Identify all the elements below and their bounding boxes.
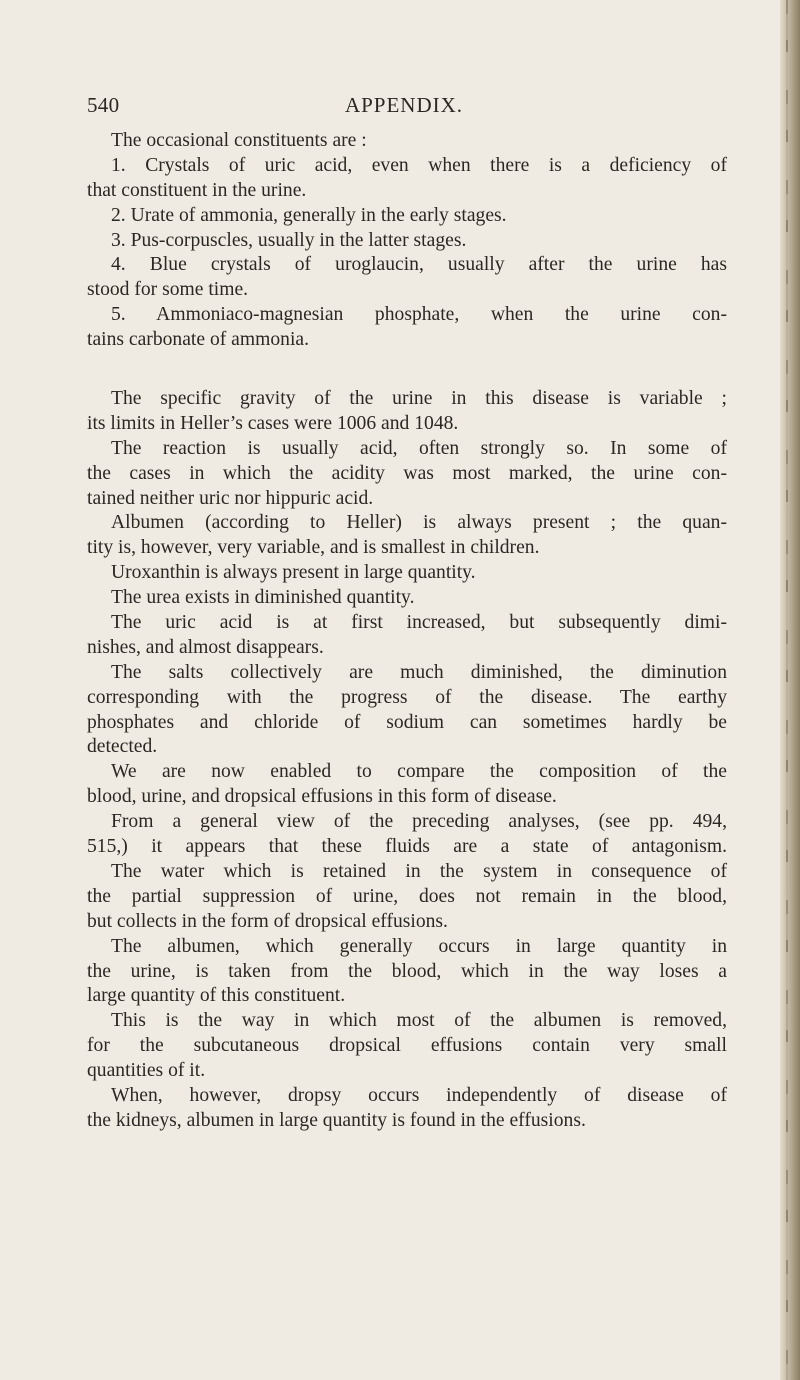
page-number: 540 [87,93,120,117]
running-head: APPENDIX. [344,93,464,117]
text-line: tained neither uric nor hippuric acid. [87,487,374,509]
text-line: The specific gravity of the urine in this disease is variable ; [111,388,727,410]
section-gap [87,353,727,387]
page-header [87,93,721,123]
text-line: corresponding with the progress of the disease. The earthy [87,686,727,708]
text-line: large quantity of this constituent. [87,985,346,1007]
text-line: We are now enabled to compare the composition of the [111,761,727,783]
text-line: 2. Urate of ammonia, generally in the early stages. [111,204,507,226]
paragraph [87,611,727,661]
text-line: 4. Blue crystals of uroglaucin, usually after the urine has [111,254,727,276]
paragraph [87,810,727,860]
paragraph [87,935,727,1010]
text-line: Albumen (according to Heller) is always present ; the quan- [111,512,727,534]
text-line: From a general view of the preceding analyses, (see pp. 494, [111,811,727,833]
text-line: The uric acid is at first increased, but subsequently dimi- [111,612,727,634]
text-line: that constituent in the urine. [87,179,307,201]
list-item [87,229,727,254]
intro-line: The occasional constituents are : [111,130,367,151]
list-item [87,303,727,353]
text-line: When, however, dropsy occurs independently of disease of [111,1084,727,1106]
text-line: The urea exists in diminished quantity. [111,587,415,609]
text-line: The salts collectively are much diminished, the diminution [111,661,727,683]
text-line: for the subcutaneous dropsical effusions contain very small [87,1035,727,1057]
paragraph [87,561,727,586]
page-edge-shadow [780,0,800,1380]
paragraph [87,860,727,935]
page-body [87,129,727,1134]
text-line: the partial suppression of urine, does not remain in the blood, [87,885,727,907]
text-line: detected. [87,736,158,758]
text-line: quantities of it. [87,1060,206,1082]
text-line: 515,) it appears that these fluids are a state of antagonism. [87,836,727,858]
text-line: its limits in Heller’s cases were 1006 and 1048. [87,412,459,434]
text-line: the cases in which the acidity was most marked, the urine con- [87,462,727,484]
text-line: The water which is retained in the system in consequence of [111,860,727,882]
text-line: nishes, and almost disappears. [87,636,324,658]
text-line: the kidneys, albumen in large quantity is found in the effusions. [87,1109,586,1131]
text-line: the urine, is taken from the blood, which in the way loses a [87,960,727,982]
list-item [87,154,727,204]
text-line: 5. Ammoniaco-magnesian phosphate, when the urine con- [111,304,727,326]
list-item [87,204,727,229]
text-line: 3. Pus-corpuscles, usually in the latter stages. [111,229,467,251]
text-line: Uroxanthin is always present in large quantity. [111,562,476,584]
text-line: but collects in the form of dropsical effusions. [87,910,448,932]
paragraph [87,387,727,437]
list-item [87,253,727,303]
paragraph [87,1084,727,1134]
paragraph [87,1009,727,1084]
text-line: The albumen, which generally occurs in large quantity in [111,935,727,957]
text-line: 1. Crystals of uric acid, even when there is a deficiency of [111,154,727,176]
text-line: stood for some time. [87,279,249,301]
text-line: tains carbonate of ammonia. [87,329,309,351]
paragraph [87,511,727,561]
paragraph [87,586,727,611]
paragraph [87,760,727,810]
paragraph [87,661,727,761]
text-line: This is the way in which most of the albumen is removed, [111,1010,727,1032]
text-line: phosphates and chloride of sodium can sometimes hardly be [87,711,727,733]
text-line: tity is, however, very variable, and is smallest in children. [87,537,540,559]
text-line: blood, urine, and dropsical effusions in this form of disease. [87,786,557,808]
text-line: The reaction is usually acid, often strongly so. In some of [111,437,727,459]
paragraph [87,437,727,512]
